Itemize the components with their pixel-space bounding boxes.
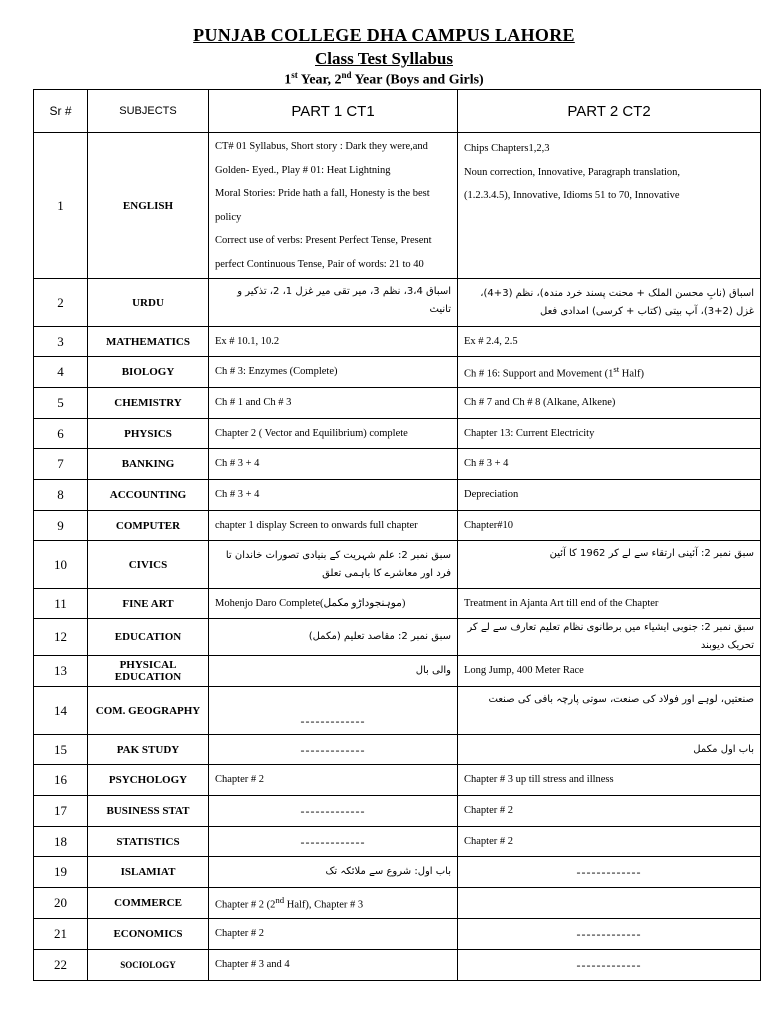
row-part1: Chapter # 3 and 4 (209, 950, 458, 981)
part2-sup: st (613, 364, 620, 375)
table-row (34, 480, 761, 511)
row-part1: Ch # 3 + 4 (209, 480, 458, 511)
row-subject: BANKING (88, 449, 209, 480)
part2-text-a: Ch # 16: Support and Movement (1 (464, 368, 614, 380)
header-sr: Sr # (34, 90, 88, 133)
table-row (34, 589, 761, 619)
part2-text-b: Half) (619, 368, 644, 380)
table-row (34, 541, 761, 589)
row-part2: Long Jump, 400 Meter Race (458, 656, 761, 687)
row-subject: COMPUTER (88, 511, 209, 541)
row-subject: SOCIOLOGY (88, 950, 209, 981)
row-part2: Chapter#10 (458, 511, 761, 541)
part1-line: Golden- Eyed., Play # 01: Heat Lightning (215, 164, 391, 176)
row-part2: Chapter # 2 (458, 796, 761, 827)
row-part1 (209, 888, 458, 919)
row-part2: Ex # 2.4, 2.5 (458, 327, 761, 357)
row-part1: باب اول: شروع سے ملائکہ تک (209, 857, 458, 888)
table-row (34, 619, 761, 656)
table-row (34, 511, 761, 541)
table-row (34, 656, 761, 687)
part1-sup: nd (275, 895, 285, 906)
table-row (34, 735, 761, 765)
row-subject: URDU (88, 279, 209, 327)
header-part1: PART 1 CT1 (209, 90, 458, 133)
row-part2: اسباق (نابِ محسن الملک + محنت پسند خرد مندہ)، نظم (3+4)، غزل (2+3)، آپ بیتی (کتاب + کرسی) امدادی فعل (458, 279, 761, 327)
row-sr: 12 (34, 619, 88, 656)
table-row (34, 919, 761, 950)
row-sr: 22 (34, 950, 88, 981)
row-sr: 11 (34, 589, 88, 619)
row-part2 (458, 357, 761, 388)
row-sr: 21 (34, 919, 88, 950)
row-part1: Chapter # 2 (209, 765, 458, 796)
row-sr: 4 (34, 357, 88, 388)
row-sr: 16 (34, 765, 88, 796)
row-subject: BIOLOGY (88, 357, 209, 388)
year-mid-text: Year, 2 (297, 72, 342, 88)
row-subject: PSYCHOLOGY (88, 765, 209, 796)
table-row (34, 765, 761, 796)
row-part2: سبق نمبر 2: جنوبی ایشیاء میں برطانوی نظام تعلیم تعارف سے لے کر تحریک دیوبند (458, 619, 761, 656)
row-part1: Chapter # 2 (209, 919, 458, 950)
row-part1: chapter 1 display Screen to onwards full chapter (209, 511, 458, 541)
row-subject: FINE ART (88, 589, 209, 619)
row-sr: 6 (34, 419, 88, 449)
header-subjects: SUBJECTS (88, 90, 209, 133)
row-sr: 1 (34, 133, 88, 279)
row-part2: Chapter # 3 up till stress and illness (458, 765, 761, 796)
row-sr: 2 (34, 279, 88, 327)
table-row (34, 357, 761, 388)
table-row (34, 388, 761, 419)
row-subject: PHYSICS (88, 419, 209, 449)
row-subject: ECONOMICS (88, 919, 209, 950)
table-row (34, 687, 761, 735)
row-sr: 10 (34, 541, 88, 589)
year-2-suffix: nd (341, 70, 352, 80)
row-part1: سبق نمبر 2: علم شہریت کے بنیادی تصورات خاندان تا فرد اور معاشرے کا باہمی تعلق (209, 541, 458, 589)
row-subject: ENGLISH (88, 133, 209, 279)
row-part1: Ch # 3 + 4 (209, 449, 458, 480)
part1-text-a: Chapter # 2 (2 (215, 899, 276, 911)
table-row (34, 279, 761, 327)
row-subject: CHEMISTRY (88, 388, 209, 419)
row-sr: 3 (34, 327, 88, 357)
part1-line: Moral Stories: Pride hath a fall, Honesty is the best (215, 188, 430, 199)
row-part1: ------------- (209, 735, 458, 765)
row-part2: ------------- (458, 857, 761, 888)
year-rest-text: Year (Boys and Girls) (351, 72, 484, 88)
row-sr: 7 (34, 449, 88, 480)
part1-text-b: Half), Chapter # 3 (284, 899, 364, 911)
row-part2: Treatment in Ajanta Art till end of the Chapter (458, 589, 761, 619)
row-subject: CIVICS (88, 541, 209, 589)
college-name: PUNJAB COLLEGE DHA CAMPUS LAHORE (193, 25, 575, 45)
row-part2: Ch # 3 + 4 (458, 449, 761, 480)
row-part1: سبق نمبر 2: مقاصد تعلیم (مکمل) (209, 619, 458, 656)
row-sr: 8 (34, 480, 88, 511)
table-row (34, 857, 761, 888)
row-part2: صنعتیں، لوہے اور فولاد کی صنعت، سوتی پارچہ بافی کی صنعت (458, 687, 761, 735)
table-row (34, 327, 761, 357)
part2-line: (1.2.3.4.5), Innovative, Idioms 51 to 70, Innovative (464, 190, 680, 201)
row-sr: 5 (34, 388, 88, 419)
year-1-suffix: st (291, 70, 298, 80)
row-part2: ------------- (458, 919, 761, 950)
row-subject: PHYSICAL EDUCATION (88, 656, 209, 687)
row-subject: COMMERCE (88, 888, 209, 919)
row-part2: Ch # 7 and Ch # 8 (Alkane, Alkene) (458, 388, 761, 419)
row-subject: COM. GEOGRAPHY (88, 687, 209, 735)
row-part2 (458, 888, 761, 919)
row-subject: BUSINESS STAT (88, 796, 209, 827)
row-sr: 17 (34, 796, 88, 827)
row-part2: Chapter # 2 (458, 827, 761, 857)
row-part2: Depreciation (458, 480, 761, 511)
row-subject: EDUCATION (88, 619, 209, 656)
table-row (34, 827, 761, 857)
syllabus-table (33, 89, 761, 981)
row-part1: والی بال (209, 656, 458, 687)
row-part1: ------------- (209, 827, 458, 857)
row-sr: 19 (34, 857, 88, 888)
table-row (34, 133, 761, 279)
row-part1: Mohenjo Daro Complete(موہنجوداڑو مکمل) (209, 589, 458, 619)
row-part2: سبق نمبر 2: آئینی ارتقاء سے لے کر 1962 کا آئین (458, 541, 761, 589)
row-subject: STATISTICS (88, 827, 209, 857)
row-subject: MATHEMATICS (88, 327, 209, 357)
row-sr: 13 (34, 656, 88, 687)
year-subtitle (0, 70, 768, 89)
row-sr: 15 (34, 735, 88, 765)
row-sr: 20 (34, 888, 88, 919)
row-subject: ISLAMIAT (88, 857, 209, 888)
table-row (34, 449, 761, 480)
row-part1: Chapter 2 ( Vector and Equilibrium) complete (209, 419, 458, 449)
row-sr: 14 (34, 687, 88, 735)
part1-line: Correct use of verbs: Present Perfect Tense, Present (215, 235, 432, 246)
part1-line: CT# 01 Syllabus, Short story : Dark they were,and (215, 141, 428, 152)
part2-line: Chips Chapters1,2,3 (464, 143, 550, 154)
table-row (34, 888, 761, 919)
row-part1: Ch # 1 and Ch # 3 (209, 388, 458, 419)
row-part2: Chapter 13: Current Electricity (458, 419, 761, 449)
row-sr: 9 (34, 511, 88, 541)
table-row (34, 796, 761, 827)
row-part1: Ex # 10.1, 10.2 (209, 327, 458, 357)
row-part2 (458, 133, 761, 279)
row-part1: اسباق 3،4، نظم 3، میر تقی میر غزل 1، 2، تذکیر و تانیث (209, 279, 458, 327)
row-part1 (209, 133, 458, 279)
header-part2: PART 2 CT2 (458, 90, 761, 133)
page-title: Class Test Syllabus (315, 49, 453, 68)
row-part2: ------------- (458, 950, 761, 981)
row-subject: PAK STUDY (88, 735, 209, 765)
part1-line: perfect Continuous Tense, Pair of words: 21 to 40 (215, 258, 424, 270)
table-header-row (34, 90, 761, 133)
row-subject: ACCOUNTING (88, 480, 209, 511)
row-sr: 18 (34, 827, 88, 857)
row-part1: Ch # 3: Enzymes (Complete) (209, 357, 458, 388)
row-part1: ------------- (209, 687, 458, 735)
table-row (34, 950, 761, 981)
year-1-number: 1 (284, 72, 292, 88)
row-part2: باب اول مکمل (458, 735, 761, 765)
row-part1: ------------- (209, 796, 458, 827)
table-row (34, 419, 761, 449)
part2-line: Noun correction, Innovative, Paragraph translation, (464, 166, 681, 178)
part1-line: policy (215, 211, 242, 223)
